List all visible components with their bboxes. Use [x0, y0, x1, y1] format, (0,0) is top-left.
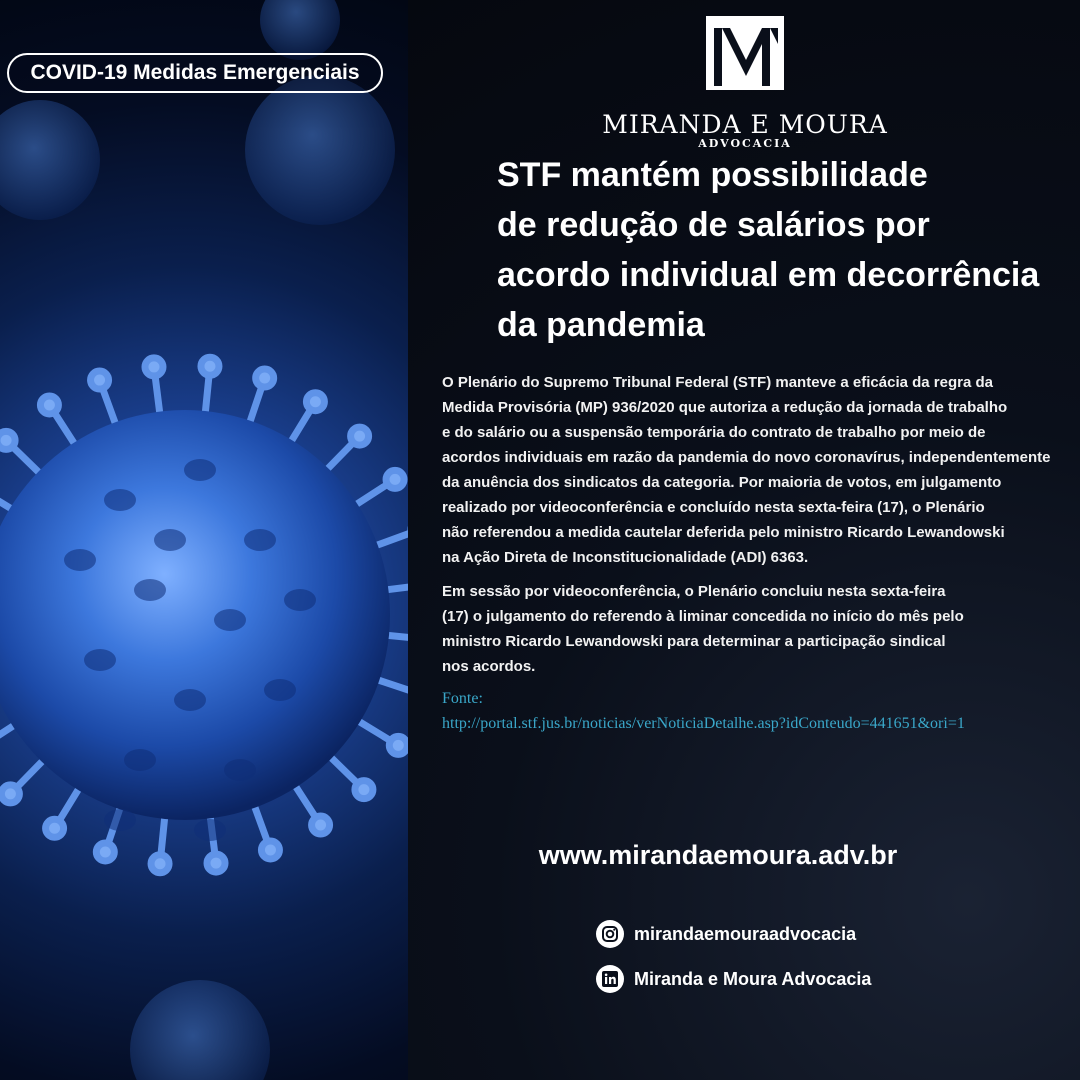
virus-spike-tip [312, 816, 330, 834]
headline-line: acordo individual em decorrência [497, 256, 1040, 294]
virus-surface-bump [84, 649, 116, 671]
coronavirus-illustration [0, 0, 408, 1080]
article-body [442, 370, 1072, 679]
virus-surface-bump [184, 459, 216, 481]
virus-spike-tip [91, 371, 109, 389]
virus-spike-tip [40, 396, 58, 414]
linkedin-icon [596, 965, 624, 993]
virus-spike-tip [389, 736, 407, 754]
paragraph-line: Em sessão por videoconferência, o Plenário concluiu nesta sexta-feira [442, 583, 946, 600]
virus-surface-bump [244, 529, 276, 551]
paragraph-line: não referendou a medida cautelar deferida pelo ministro Ricardo Lewandowski [442, 524, 1005, 541]
paragraph-2 [442, 579, 1072, 679]
virus-surface-bump [284, 589, 316, 611]
instagram-handle: mirandaemouraadvocacia [634, 923, 857, 944]
logo-subtitle: ADVOCACIA [698, 137, 792, 150]
virus-surface-bump [194, 819, 226, 841]
virus-spike-tip [261, 841, 279, 859]
virus-spike-tip [0, 431, 15, 449]
virus-surface-bump [214, 609, 246, 631]
virus-surface-bump [64, 549, 96, 571]
virus-spike-tip [355, 781, 373, 799]
headline-line: da pandemia [497, 306, 705, 344]
paragraph-line: Medida Provisória (MP) 936/2020 que autoriza a redução da jornada de trabalho [442, 399, 1008, 416]
linkedin-contact[interactable] [596, 964, 871, 994]
virus-surface-bump [134, 579, 166, 601]
virus-surface-bump [264, 679, 296, 701]
logo-mark-icon [706, 16, 784, 90]
paragraph-line: (17) o julgamento do referendo à liminar concedida no início do mês pelo [442, 608, 964, 625]
virus-spike-tip [256, 369, 274, 387]
virus-spike-tip [1, 785, 19, 803]
instagram-icon [596, 920, 624, 948]
virus-surface-bump [174, 689, 206, 711]
source-link[interactable]: http://portal.stf.jus.br/noticias/verNoticiaDetalhe.asp?idConteudo=441651&ori=1 [442, 715, 965, 732]
paragraph-line: da anuência dos sindicatos da categoria. Por maioria de votos, em julgamento [442, 474, 1002, 491]
virus-spike-tip [145, 358, 163, 376]
virus-spike-tip [351, 427, 369, 445]
instagram-contact[interactable] [596, 919, 856, 949]
category-badge: COVID-19 Medidas Emergenciais [7, 53, 383, 93]
headline-line: de redução de salários por [497, 206, 930, 244]
virus-spike-tip [96, 843, 114, 861]
virus-spike [375, 679, 408, 695]
virus-spike-tip [151, 855, 169, 873]
logo-name: MIRANDA E MOURA [602, 110, 888, 139]
source-reference [442, 686, 1078, 736]
headline [497, 150, 1057, 350]
virus-surface-bump [104, 489, 136, 511]
paragraph-1 [442, 370, 1072, 570]
virus-surface-bump [154, 529, 186, 551]
virus-spike-tip [46, 819, 64, 837]
source-label: Fonte: [442, 690, 483, 707]
paragraph-line: O Plenário do Supremo Tribunal Federal (STF) manteve a eficácia da regra da [442, 374, 993, 391]
virus-surface-bump [124, 749, 156, 771]
firm-logo [580, 16, 910, 150]
linkedin-name: Miranda e Moura Advocacia [634, 968, 872, 989]
virus-spike [373, 530, 408, 547]
website-link[interactable]: www.mirandaemoura.adv.br [538, 840, 898, 870]
headline-line: STF mantém possibilidade [497, 156, 928, 194]
paragraph-line: acordos individuais em razão da pandemia do novo coronavírus, independentemente [442, 449, 1051, 466]
virus-spike-tip [386, 470, 404, 488]
paragraph-line: ministro Ricardo Lewandowski para determinar a participação sindical [442, 633, 946, 650]
virus-surface-bump [104, 809, 136, 831]
paragraph-line: e do salário ou a suspensão temporária do contrato de trabalho por meio de [442, 424, 986, 441]
paragraph-line: realizado por videoconferência e concluído nesta sexta-feira (17), o Plenário [442, 499, 985, 516]
paragraph-line: na Ação Direta de Inconstitucionalidade (ADI) 6363. [442, 549, 809, 566]
virus-spike-tip [207, 854, 225, 872]
virus-illustration-panel [0, 0, 408, 1080]
virus-spike-tip [306, 393, 324, 411]
virus-spike-tip [201, 357, 219, 375]
paragraph-line: nos acordos. [442, 658, 536, 675]
virus-surface-bump [224, 759, 256, 781]
